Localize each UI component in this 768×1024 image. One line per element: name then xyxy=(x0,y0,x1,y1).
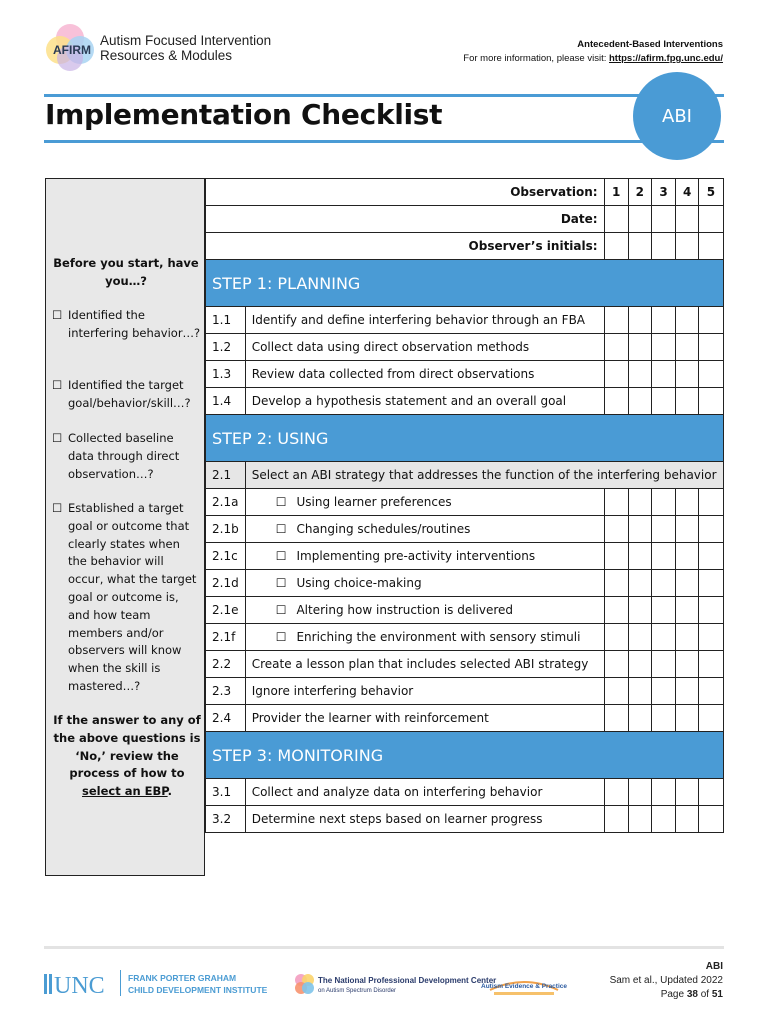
observation-number: 3 xyxy=(651,179,675,206)
row-number: 2.1b xyxy=(206,516,246,543)
score-cell[interactable] xyxy=(604,307,628,334)
checkbox-icon[interactable]: ☐ xyxy=(52,501,63,515)
initials-label: Observer’s initials: xyxy=(206,233,605,260)
score-cell[interactable] xyxy=(699,678,723,705)
score-cell[interactable] xyxy=(699,705,723,732)
row-text: Collect and analyze data on interfering behavior xyxy=(245,779,604,806)
row-number: 2.1a xyxy=(206,489,246,516)
title-rule-bottom xyxy=(44,140,724,143)
score-cell[interactable] xyxy=(651,361,675,388)
unc-fpg-logo xyxy=(44,968,268,999)
checklist-row xyxy=(206,705,724,732)
checklist-row xyxy=(206,334,724,361)
score-cell[interactable] xyxy=(699,334,723,361)
score-cell[interactable] xyxy=(604,334,628,361)
checklist-row xyxy=(206,678,724,705)
observation-number: 2 xyxy=(628,179,651,206)
score-cell[interactable] xyxy=(676,388,699,415)
page-number xyxy=(610,988,723,1002)
score-cell[interactable] xyxy=(604,678,628,705)
row-text-cell xyxy=(245,543,604,570)
citation: Sam et al., Updated 2022 xyxy=(609,975,723,986)
checkbox-icon[interactable]: ☐ xyxy=(275,522,287,536)
afirm-url-link[interactable]: https://afirm.fpg.unc.edu/ xyxy=(609,53,723,64)
row-text: Develop a hypothesis statement and an overall goal xyxy=(245,388,604,415)
title-rule-top xyxy=(44,94,724,97)
score-cell[interactable] xyxy=(604,570,628,597)
afirm-logo xyxy=(44,22,100,74)
score-cell[interactable] xyxy=(604,597,628,624)
score-cell[interactable] xyxy=(628,388,651,415)
row-text: Implementing pre-activity interventions xyxy=(296,549,536,563)
score-cell[interactable] xyxy=(628,334,651,361)
score-cell[interactable] xyxy=(699,779,723,806)
score-cell[interactable] xyxy=(676,334,699,361)
footer-note-end: . xyxy=(167,784,172,799)
score-cell[interactable] xyxy=(604,624,628,651)
score-cell[interactable] xyxy=(699,516,723,543)
score-cell[interactable] xyxy=(651,597,675,624)
score-cell[interactable] xyxy=(628,705,651,732)
row-number: 2.1e xyxy=(206,597,246,624)
row-number: 2.1d xyxy=(206,570,246,597)
checklist-subrow xyxy=(206,570,724,597)
current-page: 38 xyxy=(686,989,698,1000)
afirm-logo-text xyxy=(100,33,271,63)
score-cell[interactable] xyxy=(676,651,699,678)
svg-text:Autism Evidence & Practice: Autism Evidence & Practice xyxy=(481,983,567,990)
logo-line-2: Resources & Modules xyxy=(100,48,233,63)
score-cell[interactable] xyxy=(604,489,628,516)
date-cell[interactable] xyxy=(651,206,675,233)
score-cell[interactable] xyxy=(604,388,628,415)
observation-row xyxy=(206,179,724,206)
checklist-row-group-header xyxy=(206,462,724,489)
prereq-text: Identified the interfering behavior…? xyxy=(68,308,201,340)
total-pages: 51 xyxy=(711,989,723,1000)
initials-cell[interactable] xyxy=(651,233,675,260)
checklist-subrow xyxy=(206,489,724,516)
row-text-cell xyxy=(245,597,604,624)
score-cell[interactable] xyxy=(676,543,699,570)
date-cell[interactable] xyxy=(628,206,651,233)
row-number: 3.1 xyxy=(206,779,246,806)
page-title: Implementation Checklist xyxy=(45,98,443,131)
checklist-row xyxy=(206,361,724,388)
checklist-subrow xyxy=(206,624,724,651)
score-cell[interactable] xyxy=(651,678,675,705)
row-number: 2.1 xyxy=(206,462,246,489)
row-number: 2.1f xyxy=(206,624,246,651)
checklist-subrow xyxy=(206,516,724,543)
checklist-subrow xyxy=(206,597,724,624)
initials-cell[interactable] xyxy=(628,233,651,260)
row-text: Create a lesson plan that includes selected ABI strategy xyxy=(245,651,604,678)
score-cell[interactable] xyxy=(604,806,628,833)
checklist-row xyxy=(206,651,724,678)
score-cell[interactable] xyxy=(676,489,699,516)
observation-number: 1 xyxy=(604,179,628,206)
score-cell[interactable] xyxy=(651,388,675,415)
panel-heading: Before you start, have you…? xyxy=(53,256,199,288)
row-text: Using choice-making xyxy=(296,576,422,590)
row-text: Provider the learner with reinforcement xyxy=(245,705,604,732)
initials-cell[interactable] xyxy=(699,233,723,260)
logo-line-1: Autism Focused Intervention xyxy=(100,33,272,48)
score-cell[interactable] xyxy=(628,651,651,678)
page-prefix: Page xyxy=(660,989,687,1000)
more-info-line xyxy=(463,52,723,66)
score-cell[interactable] xyxy=(676,705,699,732)
score-cell[interactable] xyxy=(628,570,651,597)
score-cell[interactable] xyxy=(699,570,723,597)
checklist-row xyxy=(206,388,724,415)
score-cell[interactable] xyxy=(651,489,675,516)
step-2-header xyxy=(206,415,724,462)
footer-citation xyxy=(610,960,723,1002)
score-cell[interactable] xyxy=(676,516,699,543)
row-text: Review data collected from direct observations xyxy=(245,361,604,388)
score-cell[interactable] xyxy=(628,678,651,705)
score-cell[interactable] xyxy=(604,779,628,806)
score-cell[interactable] xyxy=(699,651,723,678)
page-of: of xyxy=(697,989,712,1000)
row-number: 2.4 xyxy=(206,705,246,732)
step-title: STEP 3: MONITORING xyxy=(206,732,724,779)
date-row xyxy=(206,206,724,233)
score-cell[interactable] xyxy=(676,806,699,833)
checklist-row xyxy=(206,307,724,334)
svg-text:UNC: UNC xyxy=(54,973,105,999)
row-text-cell xyxy=(245,570,604,597)
observation-label: Observation: xyxy=(206,179,605,206)
score-cell[interactable] xyxy=(604,361,628,388)
initials-row xyxy=(206,233,724,260)
initials-cell[interactable] xyxy=(604,233,628,260)
row-number: 2.1c xyxy=(206,543,246,570)
prereq-text: Established a target goal or outcome that clearly states when the behavior will occur, what the target goal or outcome is, and how team members and/or observers will know when the skill is mastered…? xyxy=(68,501,197,693)
step-title: STEP 1: PLANNING xyxy=(206,260,724,307)
prereq-text: Collected baseline data through direct observation…? xyxy=(68,431,180,481)
score-cell[interactable] xyxy=(604,516,628,543)
practice-name: Antecedent-Based Interventions xyxy=(577,39,723,50)
score-cell[interactable] xyxy=(699,624,723,651)
checkbox-icon[interactable]: ☐ xyxy=(275,630,287,644)
score-cell[interactable] xyxy=(651,651,675,678)
row-number: 3.2 xyxy=(206,806,246,833)
score-cell[interactable] xyxy=(651,624,675,651)
checkbox-icon[interactable]: ☐ xyxy=(275,576,287,590)
autism-evidence-practice-logo xyxy=(481,970,567,998)
row-text: Determine next steps based on learner progress xyxy=(245,806,604,833)
header-info xyxy=(463,38,723,66)
score-cell[interactable] xyxy=(699,388,723,415)
initials-cell[interactable] xyxy=(676,233,699,260)
panel-footer-note xyxy=(52,712,202,801)
checklist-subrow xyxy=(206,543,724,570)
npdc-logo xyxy=(292,970,497,1000)
prereq-item xyxy=(52,430,202,483)
row-text: Using learner preferences xyxy=(296,495,452,509)
checkbox-icon[interactable]: ☐ xyxy=(275,549,287,563)
score-cell[interactable] xyxy=(628,779,651,806)
row-number: 1.2 xyxy=(206,334,246,361)
score-cell[interactable] xyxy=(651,307,675,334)
score-cell[interactable] xyxy=(628,597,651,624)
row-text: Changing schedules/routines xyxy=(296,522,471,536)
checkbox-icon[interactable]: ☐ xyxy=(52,431,63,445)
row-number: 2.2 xyxy=(206,651,246,678)
row-text: Identify and define interfering behavior through an FBA xyxy=(245,307,604,334)
row-number: 1.4 xyxy=(206,388,246,415)
score-cell[interactable] xyxy=(676,570,699,597)
checklist-table xyxy=(205,178,724,833)
score-cell[interactable] xyxy=(628,361,651,388)
score-cell[interactable] xyxy=(628,489,651,516)
prereq-item xyxy=(52,377,202,413)
svg-text:AFIRM: AFIRM xyxy=(53,43,91,57)
svg-text:The National Professional Deve: The National Professional Development Center xyxy=(318,976,497,985)
more-info-text: For more information, please visit: xyxy=(463,53,609,64)
score-cell[interactable] xyxy=(628,624,651,651)
date-cell[interactable] xyxy=(604,206,628,233)
footer-rule xyxy=(44,946,724,949)
score-cell[interactable] xyxy=(628,543,651,570)
row-number: 2.3 xyxy=(206,678,246,705)
score-cell[interactable] xyxy=(651,806,675,833)
step-1-header xyxy=(206,260,724,307)
score-cell[interactable] xyxy=(676,361,699,388)
score-cell[interactable] xyxy=(651,705,675,732)
score-cell[interactable] xyxy=(651,516,675,543)
prereq-item xyxy=(52,500,202,696)
date-label: Date: xyxy=(206,206,605,233)
row-text: Select an ABI strategy that addresses the function of the interfering behavior xyxy=(245,462,723,489)
step-title: STEP 2: USING xyxy=(206,415,724,462)
row-text: Ignore interfering behavior xyxy=(245,678,604,705)
score-cell[interactable] xyxy=(699,806,723,833)
score-cell[interactable] xyxy=(699,543,723,570)
score-cell[interactable] xyxy=(676,307,699,334)
date-cell[interactable] xyxy=(699,206,723,233)
footer-note-text: If the answer to any of the above questions is ‘No,’ review the process of how to xyxy=(53,713,201,781)
score-cell[interactable] xyxy=(699,489,723,516)
row-number: 1.1 xyxy=(206,307,246,334)
row-text-cell xyxy=(245,624,604,651)
row-text: Altering how instruction is delivered xyxy=(296,603,514,617)
checklist-row xyxy=(206,806,724,833)
score-cell[interactable] xyxy=(651,570,675,597)
abi-badge: ABI xyxy=(633,72,721,160)
score-cell[interactable] xyxy=(651,334,675,361)
svg-text:CHILD DEVELOPMENT INSTITUTE: CHILD DEVELOPMENT INSTITUTE xyxy=(128,985,268,995)
checkbox-icon[interactable]: ☐ xyxy=(52,378,63,392)
score-cell[interactable] xyxy=(676,779,699,806)
score-cell[interactable] xyxy=(676,597,699,624)
score-cell[interactable] xyxy=(651,543,675,570)
date-cell[interactable] xyxy=(676,206,699,233)
score-cell[interactable] xyxy=(676,624,699,651)
score-cell[interactable] xyxy=(628,516,651,543)
prereq-text: Identified the target goal/behavior/skill…? xyxy=(68,378,191,410)
score-cell[interactable] xyxy=(604,543,628,570)
step-3-header xyxy=(206,732,724,779)
row-text-cell xyxy=(245,489,604,516)
observation-number: 4 xyxy=(676,179,699,206)
select-ebp-link[interactable]: select an EBP xyxy=(82,784,168,799)
checkbox-icon[interactable]: ☐ xyxy=(52,308,63,322)
score-cell[interactable] xyxy=(604,651,628,678)
footer-abbr: ABI xyxy=(705,961,723,972)
score-cell[interactable] xyxy=(604,705,628,732)
row-number: 1.3 xyxy=(206,361,246,388)
score-cell[interactable] xyxy=(699,597,723,624)
svg-text:on Autism Spectrum Disorder: on Autism Spectrum Disorder xyxy=(318,988,397,994)
checkbox-icon[interactable]: ☐ xyxy=(275,495,287,509)
row-text: Collect data using direct observation methods xyxy=(245,334,604,361)
row-text-cell xyxy=(245,516,604,543)
score-cell[interactable] xyxy=(699,307,723,334)
checklist-row xyxy=(206,779,724,806)
observation-number: 5 xyxy=(699,179,723,206)
checkbox-icon[interactable]: ☐ xyxy=(275,603,287,617)
prereq-item xyxy=(52,307,202,343)
svg-text:FRANK PORTER GRAHAM: FRANK PORTER GRAHAM xyxy=(128,973,237,983)
before-you-start-panel xyxy=(45,178,205,876)
score-cell[interactable] xyxy=(628,806,651,833)
score-cell[interactable] xyxy=(676,678,699,705)
row-text: Enriching the environment with sensory stimuli xyxy=(296,630,581,644)
score-cell[interactable] xyxy=(628,307,651,334)
score-cell[interactable] xyxy=(699,361,723,388)
score-cell[interactable] xyxy=(651,779,675,806)
